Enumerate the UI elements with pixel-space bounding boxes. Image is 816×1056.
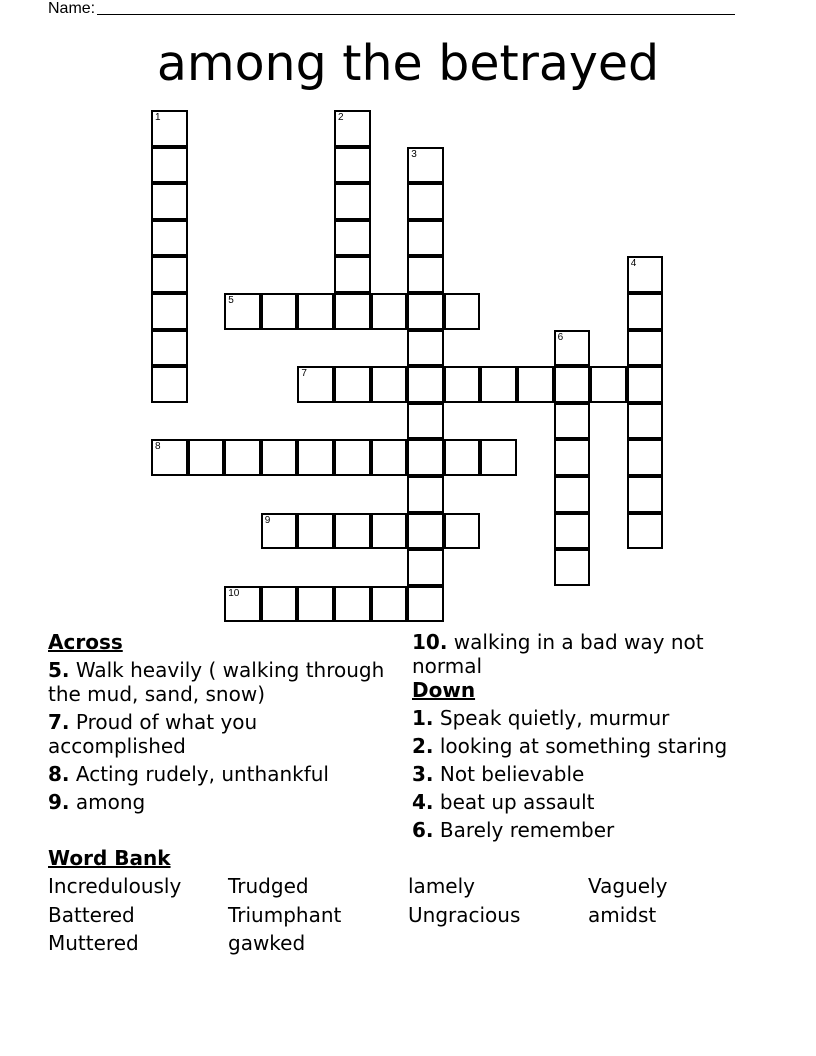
word-bank-item: Trudged bbox=[228, 874, 309, 898]
cell-number: 6 bbox=[557, 331, 564, 343]
grid-cell[interactable] bbox=[554, 439, 591, 476]
clue-down-4 bbox=[412, 790, 752, 814]
grid-cell[interactable] bbox=[480, 366, 517, 403]
grid-cell[interactable] bbox=[407, 256, 444, 293]
grid-cell[interactable] bbox=[371, 366, 408, 403]
grid-cell[interactable] bbox=[297, 366, 334, 403]
grid-cell[interactable] bbox=[334, 439, 371, 476]
grid-cell[interactable] bbox=[517, 366, 554, 403]
clue-across-9 bbox=[48, 790, 388, 814]
grid-cell[interactable] bbox=[407, 293, 444, 330]
grid-cell[interactable] bbox=[151, 330, 188, 367]
clue-text: beat up assault bbox=[439, 790, 595, 814]
word-bank-item: lamely bbox=[408, 874, 475, 898]
clue-number: 4. bbox=[412, 790, 434, 814]
clue-text: Proud of what you accomplished bbox=[48, 710, 258, 758]
grid-cell[interactable] bbox=[627, 293, 664, 330]
grid-cell[interactable] bbox=[480, 439, 517, 476]
name-underline[interactable] bbox=[97, 0, 735, 15]
clue-text: Barely remember bbox=[439, 818, 615, 842]
clue-number: 6. bbox=[412, 818, 434, 842]
clue-number: 7. bbox=[48, 710, 70, 734]
grid-cell[interactable] bbox=[407, 513, 444, 550]
clue-across-10 bbox=[412, 630, 752, 678]
cell-number: 4 bbox=[630, 258, 637, 270]
grid-cell[interactable] bbox=[371, 513, 408, 550]
word-bank-item: Incredulously bbox=[48, 874, 182, 898]
clue-text: Not believable bbox=[439, 762, 585, 786]
word-bank-item: amidst bbox=[588, 903, 657, 927]
clue-down-2 bbox=[412, 734, 752, 758]
grid-cell[interactable] bbox=[334, 110, 371, 147]
cell-number: 5 bbox=[228, 295, 234, 306]
grid-cell[interactable] bbox=[554, 476, 591, 513]
grid-cell[interactable] bbox=[627, 513, 664, 550]
grid-cell[interactable] bbox=[297, 586, 334, 623]
grid-cell[interactable] bbox=[334, 147, 371, 184]
down-heading: Down bbox=[412, 678, 476, 702]
clue-text: walking in a bad way not normal bbox=[412, 630, 704, 678]
grid-cell[interactable] bbox=[554, 549, 591, 586]
grid-cell[interactable] bbox=[627, 439, 664, 476]
grid-cell[interactable] bbox=[371, 439, 408, 476]
grid-cell[interactable] bbox=[334, 220, 371, 257]
clue-across-5 bbox=[48, 658, 388, 706]
grid-cell[interactable] bbox=[554, 513, 591, 550]
cell-number: 10 bbox=[228, 587, 240, 599]
grid-cell[interactable] bbox=[151, 220, 188, 257]
grid-cell[interactable] bbox=[224, 586, 261, 623]
clue-text: looking at something staring bbox=[439, 734, 728, 758]
grid-cell[interactable] bbox=[261, 293, 298, 330]
clue-number: 2. bbox=[412, 734, 434, 758]
grid-cell[interactable] bbox=[407, 439, 444, 476]
cell-number: 7 bbox=[301, 368, 307, 380]
grid-cell[interactable] bbox=[334, 256, 371, 293]
page-title: among the betrayed bbox=[156, 35, 660, 92]
grid-cell[interactable] bbox=[407, 586, 444, 623]
grid-cell[interactable] bbox=[627, 403, 664, 440]
grid-cell[interactable] bbox=[334, 293, 371, 330]
clue-text: among bbox=[75, 790, 146, 814]
word-bank-item: Battered bbox=[48, 903, 135, 927]
grid-cell[interactable] bbox=[297, 513, 334, 550]
grid-cell[interactable] bbox=[334, 513, 371, 550]
grid-cell[interactable] bbox=[407, 549, 444, 586]
grid-cell[interactable] bbox=[334, 183, 371, 220]
clue-number: 5. bbox=[48, 658, 70, 682]
name-label: Name: bbox=[48, 0, 96, 17]
grid-cell[interactable] bbox=[554, 366, 591, 403]
grid-cell[interactable] bbox=[151, 256, 188, 293]
clue-down-1 bbox=[412, 706, 752, 730]
grid-cell[interactable] bbox=[407, 366, 444, 403]
cell-number: 1 bbox=[155, 112, 161, 123]
cell-number: 2 bbox=[338, 112, 344, 123]
grid-cell[interactable] bbox=[554, 403, 591, 440]
grid-cell[interactable] bbox=[371, 586, 408, 623]
grid-cell[interactable] bbox=[444, 439, 481, 476]
grid-cell[interactable] bbox=[261, 439, 298, 476]
clue-text: Speak quietly, murmur bbox=[439, 706, 670, 730]
grid-cell[interactable] bbox=[627, 330, 664, 367]
grid-cell[interactable] bbox=[407, 147, 444, 184]
grid-cell[interactable] bbox=[407, 330, 444, 367]
clue-number: 1. bbox=[412, 706, 434, 730]
grid-cell[interactable] bbox=[151, 366, 188, 403]
grid-cell[interactable] bbox=[407, 476, 444, 513]
grid-cell[interactable] bbox=[334, 366, 371, 403]
grid-cell[interactable] bbox=[151, 293, 188, 330]
clue-text: Walk heavily ( walking through the mud, sand, snow) bbox=[48, 658, 385, 706]
grid-cell[interactable] bbox=[554, 330, 591, 367]
word-bank-item: Vaguely bbox=[588, 874, 668, 898]
word-bank-heading: Word Bank bbox=[48, 846, 171, 870]
grid-cell[interactable] bbox=[407, 220, 444, 257]
grid-cell[interactable] bbox=[151, 183, 188, 220]
grid-cell[interactable] bbox=[444, 366, 481, 403]
down-clues bbox=[412, 630, 752, 842]
grid-cell[interactable] bbox=[407, 403, 444, 440]
grid-cell[interactable] bbox=[590, 366, 627, 403]
word-bank-item: Ungracious bbox=[408, 903, 521, 927]
clue-down-6 bbox=[412, 818, 752, 842]
clue-across-7 bbox=[48, 710, 388, 758]
grid-cell[interactable] bbox=[151, 110, 188, 147]
grid-cell[interactable] bbox=[151, 147, 188, 184]
clue-number: 3. bbox=[412, 762, 434, 786]
grid-cell[interactable] bbox=[224, 439, 261, 476]
clue-text: Acting rudely, unthankful bbox=[75, 762, 329, 786]
grid-cell[interactable] bbox=[151, 439, 188, 476]
grid-cell[interactable] bbox=[261, 513, 298, 550]
word-bank-item: Muttered bbox=[48, 931, 139, 955]
grid-cell[interactable] bbox=[334, 586, 371, 623]
cell-number: 3 bbox=[411, 148, 417, 160]
clue-number: 8. bbox=[48, 762, 70, 786]
word-bank-item: gawked bbox=[228, 931, 306, 955]
clue-across-8 bbox=[48, 762, 388, 786]
grid-cell[interactable] bbox=[627, 366, 664, 403]
cell-number: 9 bbox=[264, 514, 271, 526]
grid-cell[interactable] bbox=[444, 293, 481, 330]
grid-cell[interactable] bbox=[627, 256, 664, 293]
grid-cell[interactable] bbox=[261, 586, 298, 623]
across-clues bbox=[48, 630, 388, 814]
name-field[interactable] bbox=[48, 0, 735, 18]
grid-cell[interactable] bbox=[444, 513, 481, 550]
clue-down-3 bbox=[412, 762, 752, 786]
grid-cell[interactable] bbox=[188, 439, 225, 476]
cell-number: 8 bbox=[155, 441, 161, 453]
grid-cell[interactable] bbox=[297, 439, 334, 476]
word-bank-item: Triumphant bbox=[228, 903, 342, 927]
clue-number: 9. bbox=[48, 790, 70, 814]
across-heading: Across bbox=[48, 630, 123, 654]
clue-number: 10. bbox=[412, 630, 448, 654]
grid-cell[interactable] bbox=[407, 183, 444, 220]
grid-cell[interactable] bbox=[371, 293, 408, 330]
grid-cell[interactable] bbox=[297, 293, 334, 330]
grid-cell[interactable] bbox=[627, 476, 664, 513]
grid-cell[interactable] bbox=[224, 293, 261, 330]
